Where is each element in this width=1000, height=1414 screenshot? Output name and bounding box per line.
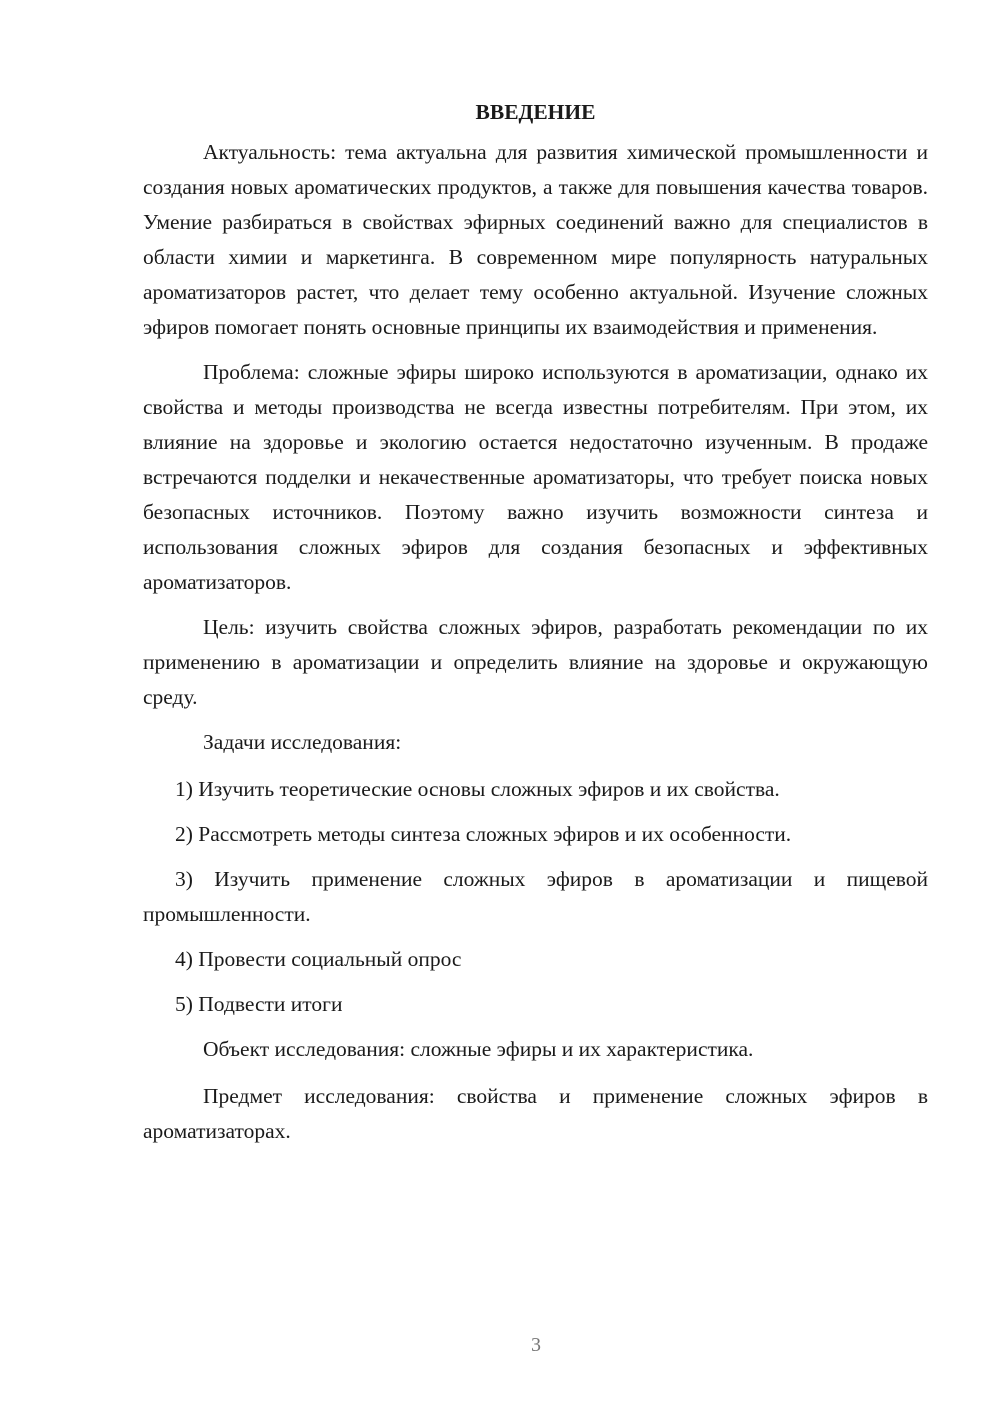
document-title: ВВЕДЕНИЕ: [475, 100, 596, 124]
task-item-1: 1) Изучить теоретические основы сложных эфиров и их свойства.: [175, 777, 780, 801]
page-number: [0, 1334, 1000, 1357]
relevance-paragraph: Актуальность: тема актуальна для развития химической промышленности и создания новых ароматических продуктов, а также для повышения качества товаров. Умение разбираться в свойствах эфирных соединений важно для специалистов в области химии и маркетинга. В современном мире популярность натуральных ароматизаторов растет, что делает тему особенно актуальной. Изучение сложных эфиров помогает понять основные принципы их взаимодействия и применения.: [143, 140, 928, 339]
task-item-4: 4) Провести социальный опрос: [175, 947, 462, 971]
page-content: [143, 95, 928, 1159]
problem-paragraph: Проблема: сложные эфиры широко используются в ароматизации, однако их свойства и методы производства не всегда известны потребителям. При этом, их влияние на здоровье и экологию остается недостаточно изученным. В продаже встречаются подделки и некачественные ароматизаторы, что требует поиска новых безопасных источников. Поэтому важно изучить возможности синтеза и использования сложных эфиров для создания безопасных и эффективных ароматизаторов.: [143, 360, 928, 594]
goal-paragraph: Цель: изучить свойства сложных эфиров, разработать рекомендации по их применению в ароматизации и определить влияние на здоровье и окружающую среду.: [143, 615, 928, 709]
object-paragraph: Объект исследования: сложные эфиры и их характеристика.: [203, 1037, 754, 1061]
task-item-3: 3) Изучить применение сложных эфиров в ароматизации и пищевой промышленности.: [143, 867, 928, 926]
task-item-2: 2) Рассмотреть методы синтеза сложных эфиров и их особенности.: [175, 822, 792, 846]
tasks-heading: Задачи исследования:: [203, 730, 402, 754]
task-item-5: 5) Подвести итоги: [175, 992, 343, 1016]
page-number-value: 3: [531, 1334, 541, 1356]
subject-paragraph: Предмет исследования: свойства и применение сложных эфиров в ароматизаторах.: [143, 1084, 928, 1143]
